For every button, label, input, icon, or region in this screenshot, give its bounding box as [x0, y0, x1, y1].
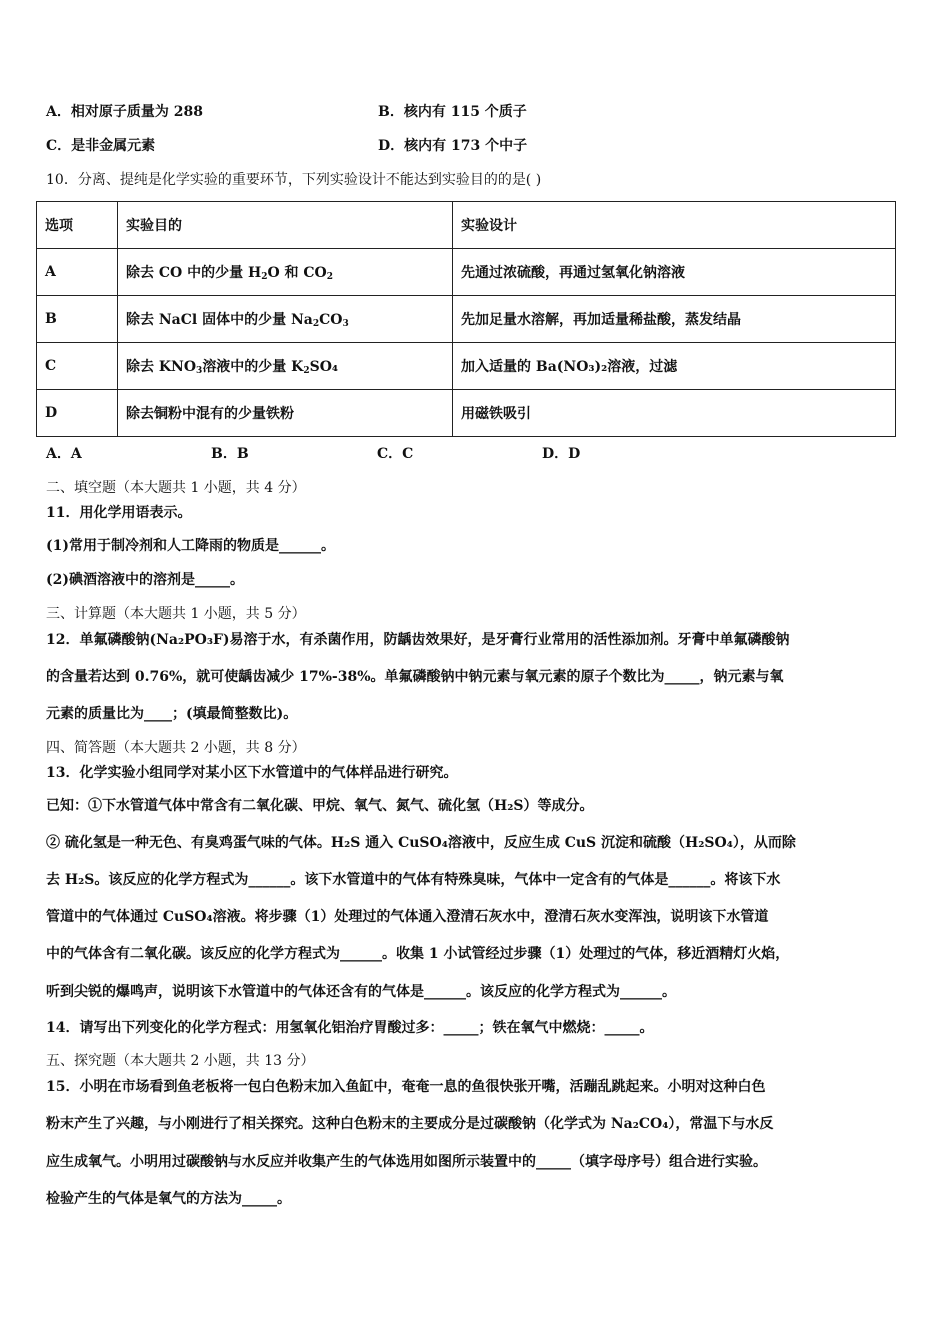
q9-option-a: A．相对原子质量为 288 — [46, 104, 203, 120]
design-cell: 用磁铁吸引 — [453, 390, 896, 437]
design-cell: 先通过浓硫酸，再通过氢氧化钠溶液 — [453, 249, 896, 296]
section-4-title: 四、简答题（本大题共 2 小题，共 8 分） — [46, 740, 306, 756]
q9-option-b: B．核内有 115 个质子 — [378, 104, 527, 120]
design-cell: 先加足量水溶解，再加适量稀盐酸，蒸发结晶 — [453, 296, 896, 343]
section-3-title: 三、计算题（本大题共 1 小题，共 5 分） — [46, 606, 306, 622]
table-row — [37, 296, 896, 343]
q10-answer-d: D．D — [542, 446, 581, 462]
purpose-cell: 除去 NaCl 固体中的少量 $Na_2CO_3$ — [118, 296, 453, 343]
option-cell: A — [37, 249, 118, 296]
section-2-title: 二、填空题（本大题共 1 小题，共 4 分） — [46, 480, 306, 496]
table-header-cell: 实验目的 — [118, 202, 453, 249]
q13-line-3: ② 硫化氢是一种无色、有臭鸡蛋气味的气体。H₂S 通入 CuSO₄溶液中，反应生成 CuS 沉淀和硫酸（H₂SO₄），从而除 — [46, 835, 796, 851]
option-cell: C — [37, 343, 118, 390]
q10-answer-b: B．B — [211, 446, 249, 462]
option-cell: D — [37, 390, 118, 437]
option-cell: B — [37, 296, 118, 343]
purpose-cell: 除去 CO 中的少量 $H_2O$ 和 $CO_2$ — [118, 249, 453, 296]
q13-line-6: 中的气体含有二氧化碳。该反应的化学方程式为______。收集 1 小试管经过步骤（1）处理过的气体，移近酒精灯火焰， — [46, 946, 790, 962]
q13-line-5: 管道中的气体通过 CuSO₄溶液。将步骤（1）处理过的气体通入澄清石灰水中，澄清石灰水变浑浊，说明该下水管道 — [46, 909, 769, 925]
experiment-table — [36, 201, 896, 437]
design-cell: 加入适量的 Ba(NO₃)₂溶液，过滤 — [453, 343, 896, 390]
q12-line-3: 元素的质量比为____；(填最简整数比)。 — [46, 706, 298, 722]
q12-line-2: 的含量若达到 0.76%，就可使龋齿减少 17%-38%。单氟磷酸钠中钠元素与氧元素的原子个数比为_____，钠元素与氧 — [46, 669, 784, 685]
q13-line-2: 已知：①下水管道气体中常含有二氧化碳、甲烷、氧气、氮气、硫化氢（H₂S）等成分。 — [46, 798, 594, 814]
table-row — [37, 249, 896, 296]
q11-part-1: (1)常用于制冷剂和人工降雨的物质是______。 — [46, 538, 335, 554]
table-row — [37, 390, 896, 437]
table-header-cell: 实验设计 — [453, 202, 896, 249]
q13-line-7: 听到尖锐的爆鸣声，说明该下水管道中的气体还含有的气体是______。该反应的化学方程式为______。 — [46, 984, 676, 1000]
q15-line-1: 15．小明在市场看到鱼老板将一包白色粉末加入鱼缸中，奄奄一息的鱼很快张开嘴，活蹦乱跳起来。小明对这种白色 — [46, 1079, 766, 1095]
table-header-row — [37, 202, 896, 249]
q11-part-2: (2)碘酒溶液中的溶剂是_____。 — [46, 572, 244, 588]
purpose-cell: 除去铜粉中混有的少量铁粉 — [118, 390, 453, 437]
q15-line-4: 检验产生的气体是氧气的方法为_____。 — [46, 1191, 291, 1207]
q10-answer-c: C．C — [377, 446, 414, 462]
q14-stem: 14．请写出下列变化的化学方程式：用氢氧化铝治疗胃酸过多：_____；铁在氧气中燃烧：_____。 — [46, 1020, 654, 1036]
q15-line-2: 粉末产生了兴趣，与小刚进行了相关探究。这种白色粉末的主要成分是过碳酸钠（化学式为 Na₂CO₄），常温下与水反 — [46, 1116, 774, 1132]
table-header-cell: 选项 — [37, 202, 118, 249]
q10-answer-a: A．A — [46, 446, 82, 462]
purpose-cell: 除去 $KNO_3$溶液中的少量 $K_2SO_4$ — [118, 343, 453, 390]
q13-line-4: 去 H₂S。该反应的化学方程式为______。该下水管道中的气体有特殊臭味，气体中一定含有的气体是______。将该下水 — [46, 872, 781, 888]
table-row — [37, 343, 896, 390]
q11-stem: 11．用化学用语表示。 — [46, 505, 192, 521]
q15-line-3: 应生成氧气。小明用过碳酸钠与水反应并收集产生的气体选用如图所示装置中的_____（填字母序号）组合进行实验。 — [46, 1154, 767, 1170]
q10-stem: 10．分离、提纯是化学实验的重要环节，下列实验设计不能达到实验目的的是( ) — [46, 172, 542, 188]
q13-line-1: 13．化学实验小组同学对某小区下水管道中的气体样品进行研究。 — [46, 765, 458, 781]
q9-option-c: C．是非金属元素 — [46, 138, 156, 154]
q12-line-1: 12．单氟磷酸钠(Na₂PO₃F)易溶于水，有杀菌作用，防龋齿效果好，是牙膏行业常用的活性添加剂。牙膏中单氟磷酸钠 — [46, 632, 790, 648]
section-5-title: 五、探究题（本大题共 2 小题，共 13 分） — [46, 1053, 315, 1069]
q9-option-d: D．核内有 173 个中子 — [378, 138, 528, 154]
